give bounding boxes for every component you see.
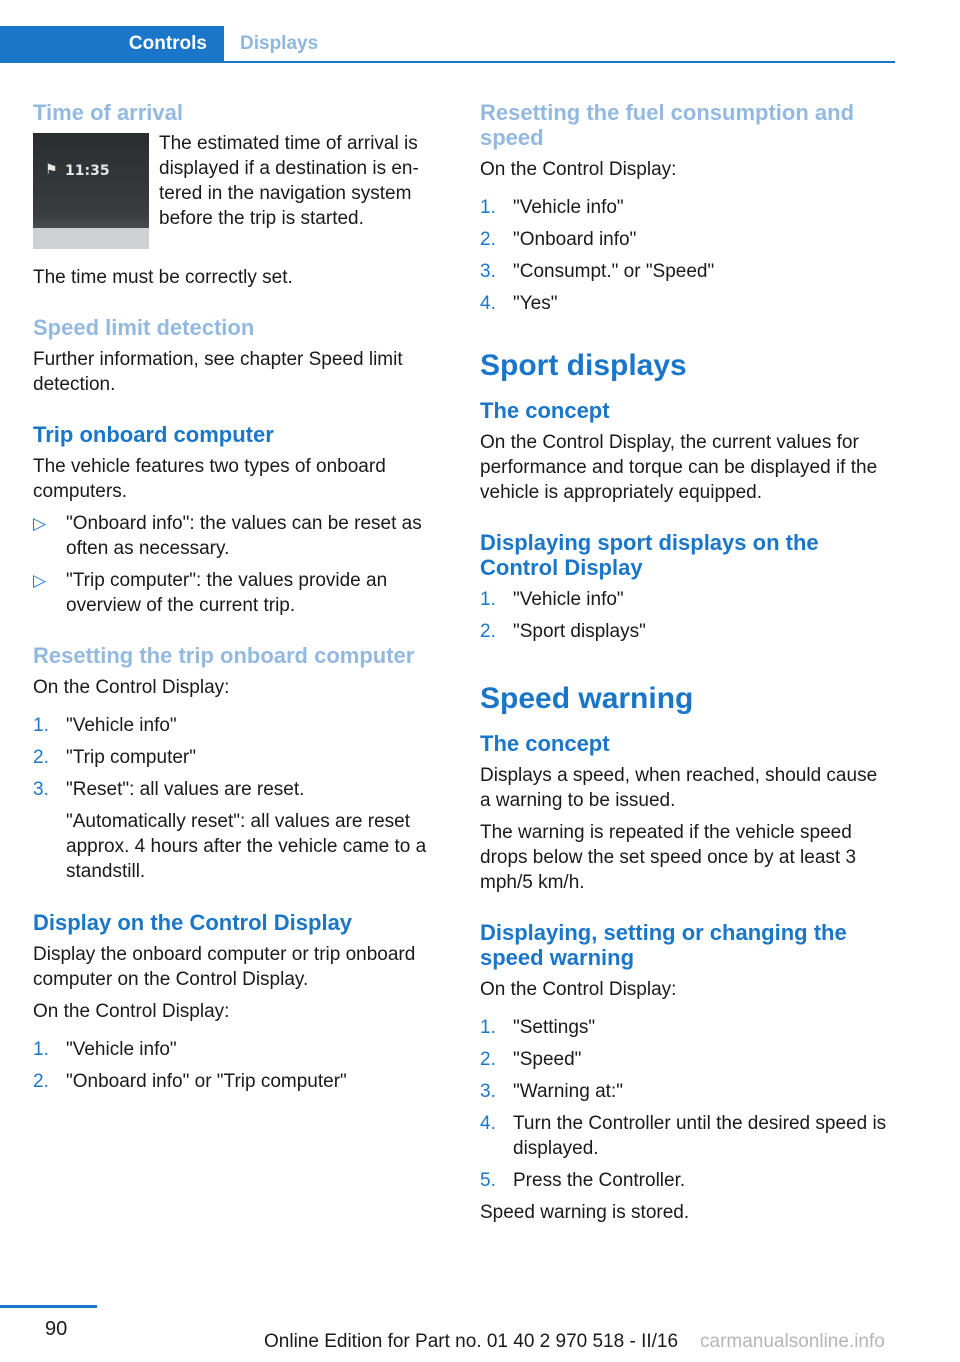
tab-displays[interactable]: Displays	[240, 33, 319, 54]
onboard-types-list	[33, 511, 445, 618]
sport-concept-text: On the Control Display, the current values for performance and torque can be displayed if the vehicle is appropriately equipped.	[480, 432, 878, 503]
time-of-arrival-text: The estimated time of arrival is displayed if a destination is en‐tered in the navigation system before the trip is started.	[159, 133, 419, 229]
heading-speed-concept: The concept	[480, 731, 610, 756]
watermark: carmanualsonline.info	[700, 1331, 885, 1352]
list-item: 1. "Vehicle info"	[33, 715, 177, 736]
footer-divider	[0, 1305, 97, 1308]
list-item: 4. "Yes"	[480, 293, 558, 314]
display-on-steps	[33, 1037, 445, 1094]
speed-warning-intro: On the Control Display:	[480, 979, 677, 1000]
sport-display-steps	[480, 587, 892, 644]
list-item: 2. "Trip computer"	[33, 747, 196, 768]
tab-controls[interactable]: Controls	[0, 26, 224, 61]
speed-warning-steps	[480, 1015, 892, 1193]
auto-reset-note: "Automatically reset": all values are reset approx. 4 hours after the vehicle came to a standstill.	[66, 811, 427, 882]
heading-time-of-arrival: Time of arrival	[33, 100, 183, 125]
display-on-intro: On the Control Display:	[33, 1001, 230, 1022]
resetting-fuel-steps	[480, 195, 892, 316]
speed-concept-text-2: The warning is repeated if the vehicle speed drops below the set speed once by at least 3 mph/5 km/h.	[480, 822, 857, 893]
resetting-fuel-intro: On the Control Display:	[480, 159, 677, 180]
speed-limit-text: Further information, see chapter Speed limit detection.	[33, 349, 403, 395]
heading-resetting-trip: Resetting the trip onboard computer	[33, 643, 415, 668]
resetting-trip-intro: On the Control Display:	[33, 677, 230, 698]
title-speed-warning: Speed warning	[480, 682, 694, 715]
time-note: The time must be correctly set.	[33, 267, 293, 288]
heading-sport-concept: The concept	[480, 398, 610, 423]
arrival-time-readout: 11:35	[65, 163, 110, 179]
heading-resetting-fuel: Resetting the fuel consumption and speed	[480, 100, 855, 150]
list-item: 1. "Settings"	[480, 1017, 596, 1038]
list-item: 2. "Speed"	[480, 1049, 582, 1070]
arrival-time-display-image	[33, 133, 149, 249]
right-column	[480, 100, 892, 1225]
heading-display-on: Display on the Control Display	[33, 910, 353, 935]
list-item: 4. Turn the Controller until the desired speed is displayed.	[480, 1113, 887, 1159]
page-number: 90	[45, 1318, 68, 1340]
list-item: ▷ "Trip computer": the values provide an overview of the current trip.	[33, 570, 388, 616]
list-item: 3. "Reset": all values are reset. "Automatically reset": all values are reset approx. 4 hours after the vehicle came to a standstill.	[33, 777, 445, 884]
list-item: 1. "Vehicle info"	[33, 1039, 177, 1060]
header-tabs	[0, 26, 895, 61]
resetting-trip-steps	[33, 713, 445, 884]
heading-setting-speed-warning: Displaying, setting or changing the speed warning	[480, 920, 847, 970]
triangle-bullet-icon: ▷	[33, 514, 47, 533]
speed-warning-outro: Speed warning is stored.	[480, 1202, 690, 1223]
list-item: 3. "Warning at:"	[480, 1081, 623, 1102]
destination-flag-icon: ⚑	[45, 161, 58, 177]
list-item: 3. "Consumpt." or "Speed"	[480, 261, 715, 282]
display-on-text: Display the onboard computer or trip onboard computer on the Control Display.	[33, 944, 416, 990]
left-column	[33, 100, 445, 1101]
speed-concept-text: Displays a speed, when reached, should cause a warning to be issued.	[480, 765, 878, 811]
list-item: 1. "Vehicle info"	[480, 197, 624, 218]
list-item: 1. "Vehicle info"	[480, 589, 624, 610]
list-item: 5. Press the Controller.	[480, 1170, 686, 1191]
list-item: ▷ "Onboard info": the values can be reset as often as necessary.	[33, 513, 422, 559]
heading-displaying-sport: Displaying sport displays on the Control Display	[480, 530, 819, 580]
title-sport-displays: Sport displays	[480, 349, 687, 382]
trip-onboard-text: The vehicle features two types of onboard computers.	[33, 456, 386, 502]
triangle-bullet-icon: ▷	[33, 571, 47, 590]
heading-speed-limit: Speed limit detection	[33, 315, 255, 340]
header-divider	[0, 61, 895, 63]
edition-text: Online Edition for Part no. 01 40 2 970 518 - II/16	[264, 1331, 679, 1352]
list-item: 2. "Sport displays"	[480, 621, 646, 642]
list-item: 2. "Onboard info"	[480, 229, 637, 250]
list-item: 2. "Onboard info" or "Trip computer"	[33, 1071, 347, 1092]
heading-trip-onboard: Trip onboard computer	[33, 422, 274, 447]
